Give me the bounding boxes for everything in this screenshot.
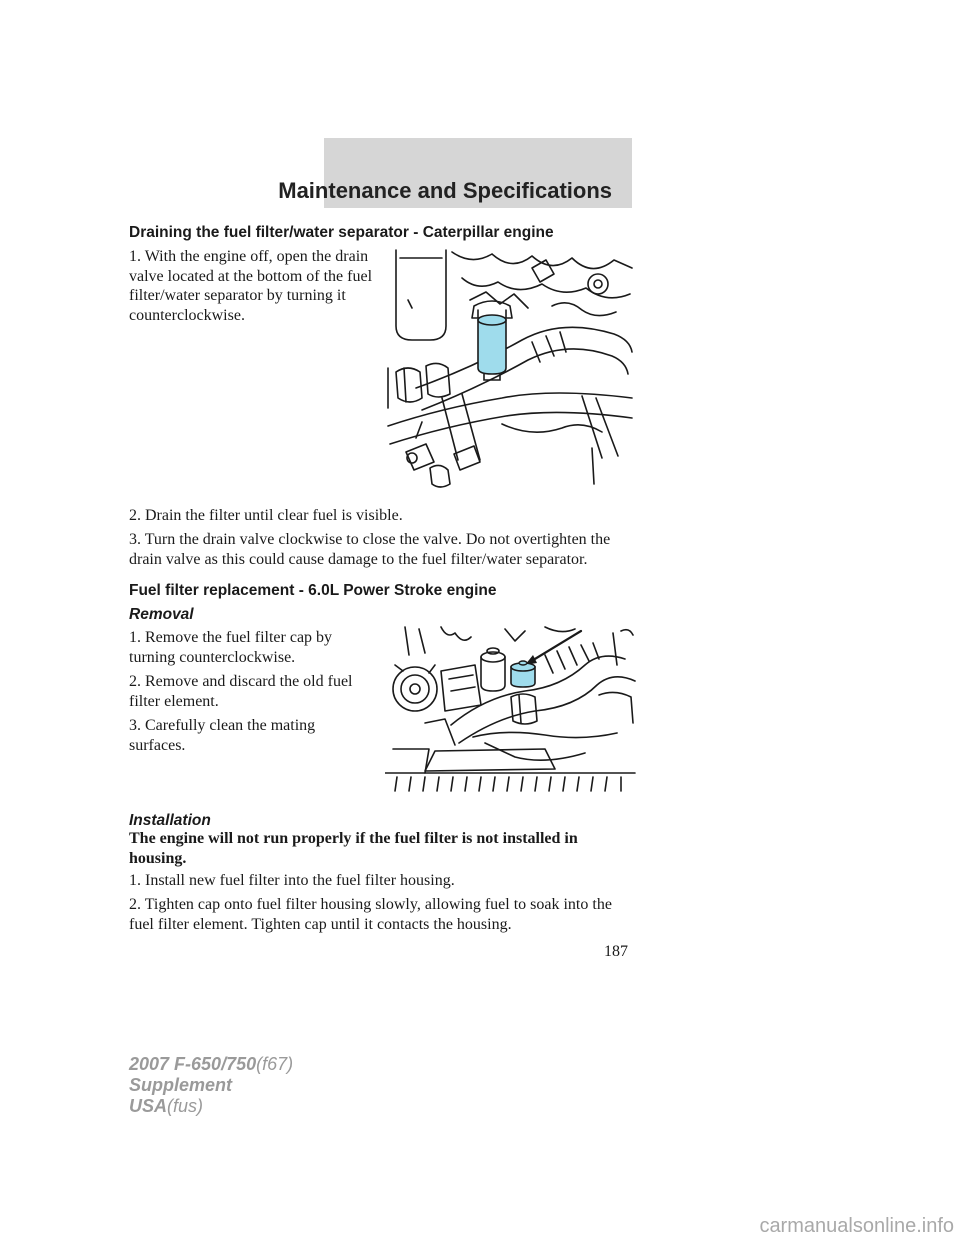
page-number: 187 — [604, 943, 628, 960]
step-drain-filter: 2. Drain the filter until clear fuel is visible. — [129, 507, 403, 524]
subheading-installation: Installation — [129, 812, 211, 829]
fuel-filter-highlight — [478, 320, 506, 374]
footer-edition — [129, 1054, 293, 1117]
footer-model-code: (f67) — [256, 1054, 294, 1074]
footer-region: USA — [129, 1096, 168, 1116]
page-section-title: Maintenance and Specifications — [278, 178, 612, 203]
section-heading-power-stroke: Fuel filter replacement - 6.0L Power Stroke engine — [129, 582, 497, 599]
step-remove-cap: 1. Remove the fuel filter cap by turning counterclockwise. — [129, 629, 333, 666]
step-open-drain-valve: 1. With the engine off, open the drain valve located at the bottom of the fuel filter/water separator by turning it counterclockwise. — [129, 248, 373, 324]
watermark: carmanualsonline.info — [759, 1215, 954, 1237]
header-band — [278, 138, 632, 208]
step-clean-surfaces: 3. Carefully clean the mating surfaces. — [129, 717, 316, 754]
step-install-filter: 1. Install new fuel filter into the fuel filter housing. — [129, 872, 455, 889]
footer-region-code: (fus) — [167, 1096, 204, 1116]
section-heading-caterpillar: Draining the fuel filter/water separator - Caterpillar engine — [129, 224, 554, 241]
footer-supplement: Supplement — [129, 1075, 233, 1095]
warning-fuel-filter: The engine will not run properly if the fuel filter is not installed in housing. — [129, 830, 578, 867]
figure-power-stroke-fuel-filter — [385, 625, 638, 793]
step-tighten-cap: 2. Tighten cap onto fuel filter housing slowly, allowing fuel to soak into the fuel filter element. Tighten cap until it contacts the housing. — [129, 896, 612, 933]
footer-model: 2007 F-650/750 — [129, 1054, 257, 1074]
figure-caterpillar-fuel-filter — [382, 248, 634, 494]
subheading-removal: Removal — [129, 606, 194, 623]
step-close-drain-valve: 3. Turn the drain valve clockwise to close the valve. Do not overtighten the drain valve as this could cause damage to the fuel filter/water separator. — [129, 531, 611, 568]
step-remove-element: 2. Remove and discard the old fuel filter element. — [129, 673, 353, 710]
